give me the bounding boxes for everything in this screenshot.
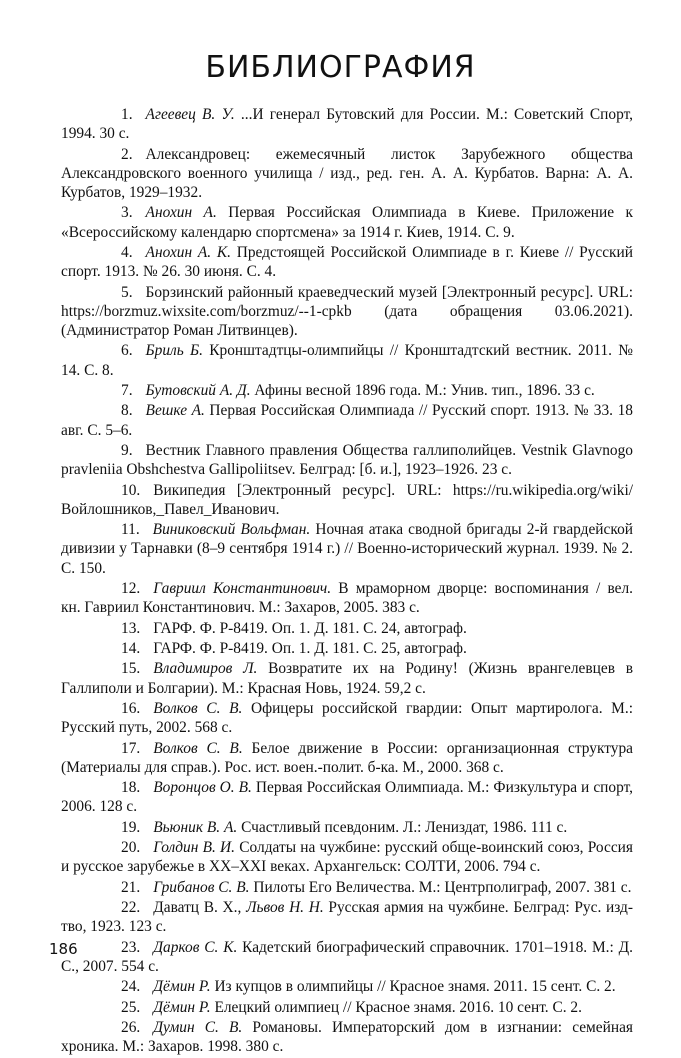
entry-author: Анохин А. К. xyxy=(145,243,231,261)
entry-number: 17. xyxy=(121,739,141,757)
entry-text: Ночная атака сводной бригады 2-й гвардейской дивизии у Тарнавки (8–9 сентября 1914 г.) // Военно-исторический журнал. 1939. № 2. С. 150. xyxy=(61,521,634,577)
entry-author: Дёмин Р. xyxy=(153,978,211,996)
entry-author: Волков С. В. xyxy=(153,699,243,717)
entry-text: Александровец: ежемесячный листок Зарубежного общества Александровского военного училища / изд., ред. ген. А. А. Курбатов. Варна: А. А. Курбатов, 1929–1932. xyxy=(61,145,633,201)
entry-author: Бутовский А. Д. xyxy=(145,381,251,399)
bibliography-entry xyxy=(61,977,633,996)
bibliography-entry xyxy=(61,659,633,697)
entry-number: 22. xyxy=(121,899,141,917)
bibliography-entry xyxy=(61,243,633,281)
entry-number: 21. xyxy=(121,878,141,896)
entry-number: 14. xyxy=(121,639,141,657)
page-title: БИБЛИОГРАФИЯ xyxy=(205,50,476,85)
entry-number: 7. xyxy=(121,381,133,399)
bibliography-entry xyxy=(61,998,633,1017)
entry-number: 16. xyxy=(121,699,141,717)
entry-author: Дёмин Р. xyxy=(153,998,211,1016)
bibliography-entry xyxy=(61,898,633,936)
entry-number: 25. xyxy=(121,998,141,1016)
entry-author: Львов Н. Н. xyxy=(246,899,324,917)
entry-text: Википедия [Электронный ресурс]. URL: https://ru.wikipedia.org/wiki/Войлошников,_Павел_Иванович. xyxy=(61,481,633,518)
entry-text: Елецкий олимпиец // Красное знамя. 2016. 10 сент. С. 2. xyxy=(210,998,582,1016)
entry-text: Русская армия на чужбине. Белград: Рус. изд-тво, 1923. 123 с. xyxy=(61,899,633,936)
entry-text: Афины весной 1896 года. М.: Унив. тип., 1896. 33 с. xyxy=(250,381,595,399)
entry-text: Кадетский биографический справочник. 1701–1918. М.: Д. С., 2007. 554 с. xyxy=(61,938,633,975)
entry-text: ...И генерал Бутовский для России. М.: Советский Спорт, 1994. 30 с. xyxy=(61,106,633,143)
bibliography-entry xyxy=(61,838,633,876)
entry-author: Голдин В. И. xyxy=(153,839,236,857)
entry-author: Дарков С. К. xyxy=(153,938,238,956)
entry-number: 2. xyxy=(121,145,133,163)
entry-text: В мраморном дворце: воспоминания / вел. кн. Гавриил Константинович. М.: Захаров, 2005. 383 с. xyxy=(61,579,634,617)
bibliography-entry xyxy=(61,481,633,519)
entry-number: 4. xyxy=(121,243,133,261)
entry-text: Предстоящей Российской Олимпиаде в г. Киеве // Русский спорт. 1913. № 26. 30 июня. С. 4. xyxy=(61,243,633,281)
bibliography-entry xyxy=(61,878,633,897)
entry-author: Анохин А. xyxy=(145,204,217,222)
bibliography-entry xyxy=(61,619,633,638)
entry-author: Вешке А. xyxy=(145,402,205,420)
entry-author: Воронцов О. В. xyxy=(153,779,252,797)
bibliography-entry xyxy=(61,938,633,976)
entry-text: Романовы. Императорский дом в изгнании: семейная хроника. М.: Захаров. 1998. 380 с. xyxy=(61,1019,633,1056)
entry-number: 5. xyxy=(121,283,133,301)
entry-text: Пилоты Его Величества. М.: Центрполиграф, 2007. 381 с. xyxy=(249,878,632,896)
entry-coauthor: Даватц В. Х., xyxy=(153,899,247,917)
bibliography-entry xyxy=(61,639,633,658)
entry-author: Бриль Б. xyxy=(145,342,203,360)
entry-author: Владимиров Л. xyxy=(153,660,258,678)
entry-text: Офицеры российской гвардии: Опыт мартиролога. М.: Русский путь, 2002. 568 с. xyxy=(61,699,633,737)
entry-number: 15. xyxy=(121,660,141,678)
entry-number: 10. xyxy=(121,481,141,499)
entry-text: ГАРФ. Ф. Р-8419. Оп. 1. Д. 181. С. 24, автограф. xyxy=(153,619,467,637)
bibliography-entry xyxy=(61,699,633,737)
entry-text: Вестник Главного правления Общества галлиполийцев. Vestnik Glavnogo pravleniia Obshchestva Gallipoliitsev. Белград: [б. и.], 1923–1926. 23 с. xyxy=(61,441,633,479)
entry-number: 24. xyxy=(121,978,141,996)
entry-number: 9. xyxy=(121,441,133,459)
entry-author: Грибанов С. В. xyxy=(153,878,250,896)
entry-number: 1. xyxy=(121,106,133,123)
bibliography-entry xyxy=(61,441,633,479)
entry-text: Борзинский районный краеведческий музей [Электронный ресурс]. URL: https://borzmuz.wixsite.com/borzmuz/--1-cpkb (дата обращения 03.06.2021). (Администратор Роман Литвинцев). xyxy=(61,283,633,339)
bibliography-entry xyxy=(61,778,633,816)
entry-number: 23. xyxy=(121,938,141,956)
entry-author: Гавриил Константинович. xyxy=(153,579,332,597)
bibliography-entry xyxy=(61,401,633,439)
entry-number: 20. xyxy=(121,839,141,857)
entry-number: 26. xyxy=(121,1019,141,1037)
bibliography-entry xyxy=(61,818,633,837)
bibliography-entry xyxy=(61,203,633,241)
entry-text: Первая Российская Олимпиада в Киеве. Приложение к «Всероссийскому календарю спортсмена» за 1914 г. Киев, 1914. С. 9. xyxy=(61,204,634,241)
entry-number: 12. xyxy=(121,579,141,597)
page-number: 186 xyxy=(49,940,78,958)
bibliography-entry xyxy=(61,145,633,203)
entry-author: Виниковский Вольфман. xyxy=(152,521,311,539)
entry-author: Вьюник В. А. xyxy=(153,818,238,836)
entry-number: 11. xyxy=(121,521,140,539)
bibliography-entry xyxy=(61,520,633,578)
entry-text: Белое движение в России: организационная структура (Материалы для справ.). Рос. ист. воен.-полит. б-ка. М., 2000. 368 с. xyxy=(61,739,633,776)
bibliography-entry xyxy=(61,1018,633,1056)
entry-number: 3. xyxy=(121,204,133,222)
bibliography-entry xyxy=(61,105,633,143)
bibliography-entry xyxy=(61,381,633,400)
entry-text: Из купцов в олимпийцы // Красное знамя. 2011. 15 сент. С. 2. xyxy=(210,978,616,996)
entry-text: Первая Российская Олимпиада // Русский спорт. 1913. № 33. 18 авг. С. 5–6. xyxy=(61,402,633,439)
entry-author: Думин С. В. xyxy=(153,1019,243,1037)
bibliography-entry xyxy=(61,283,633,341)
bibliography-list xyxy=(61,105,633,1058)
entry-author: Агеевец В. У. xyxy=(145,106,235,123)
entry-text: Солдаты на чужбине: русский обще-воинский союз, Россия и русское зарубежье в XX–XXI веках. Архангельск: СОЛТИ, 2006. 794 с. xyxy=(61,839,633,876)
entry-text: Кронштадтцы-олимпийцы // Кронштадтский вестник. 2011. № 14. С. 8. xyxy=(61,342,633,379)
entry-text: Счастливый псевдоним. Л.: Лениздат, 1986. 111 с. xyxy=(237,818,568,836)
bibliography-entry xyxy=(61,341,633,379)
bibliography-entry xyxy=(61,579,633,617)
bibliography-entry xyxy=(61,739,633,777)
entry-author: Волков С. В. xyxy=(153,739,243,757)
entry-text: Первая Российская Олимпиада. М.: Физкультура и спорт, 2006. 128 с. xyxy=(61,779,633,816)
entry-number: 6. xyxy=(121,342,133,360)
entry-number: 13. xyxy=(121,619,141,637)
entry-text: ГАРФ. Ф. Р-8419. Оп. 1. Д. 181. С. 25, автограф. xyxy=(153,639,467,657)
entry-number: 19. xyxy=(121,818,141,836)
entry-number: 8. xyxy=(121,402,133,420)
entry-text: Возвратите их на Родину! (Жизнь врангелевцев в Галлиполи и Болгарии). М.: Красная Новь, 1924. 59,2 с. xyxy=(61,660,633,697)
entry-number: 18. xyxy=(121,779,141,797)
